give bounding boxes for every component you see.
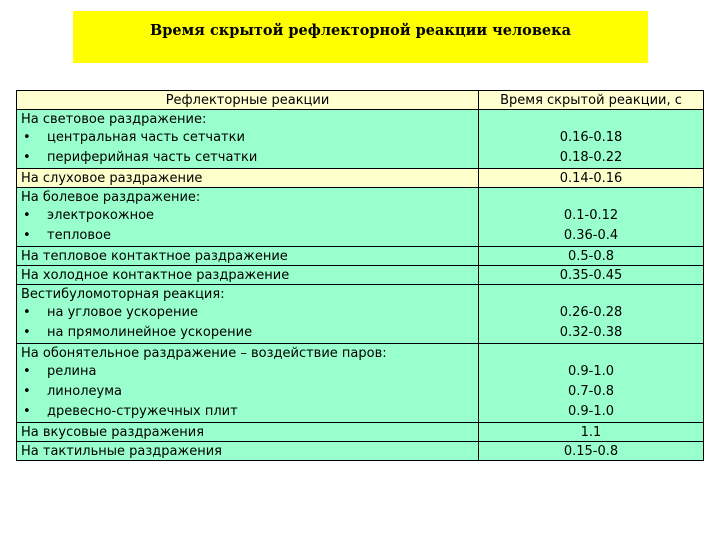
reaction-label: На болевое раздражение: xyxy=(21,190,201,205)
table-row xyxy=(17,110,704,169)
table-row xyxy=(17,188,704,247)
reaction-cell xyxy=(17,188,479,247)
bullet-item: • электрокожное xyxy=(21,206,474,226)
table-header-row xyxy=(17,91,704,110)
table-row xyxy=(17,169,704,188)
reaction-time-table xyxy=(16,90,704,461)
reaction-label: На обонятельное раздражение – воздействие паров: xyxy=(21,346,387,361)
bullet-item: • на угловое ускорение xyxy=(21,303,474,323)
bullet-item: • релина xyxy=(21,362,474,382)
latency-value: 0.18-0.22 xyxy=(559,150,623,165)
latency-value: 0.36-0.4 xyxy=(563,228,619,243)
latency-value: 0.26-0.28 xyxy=(559,305,623,320)
latency-value: 0.15-0.8 xyxy=(479,442,704,461)
reaction-cell: На тактильные раздражения xyxy=(17,442,479,461)
latency-value: 0.32-0.38 xyxy=(559,325,623,340)
reaction-cell: На слуховое раздражение xyxy=(17,169,479,188)
reaction-cell xyxy=(17,110,479,169)
bullet-item: • периферийная часть сетчатки xyxy=(21,148,474,168)
reaction-cell xyxy=(17,285,479,344)
table-row xyxy=(17,247,704,266)
latency-cell xyxy=(479,285,704,344)
title-banner xyxy=(73,11,648,63)
latency-value: 0.1-0.12 xyxy=(563,208,619,223)
table-row xyxy=(17,423,704,442)
reaction-cell xyxy=(17,344,479,423)
table-row xyxy=(17,442,704,461)
column-header-reactions: Рефлекторные реакции xyxy=(17,91,479,110)
latency-value: 0.7-0.8 xyxy=(567,384,615,399)
page-title: Время скрытой рефлекторной реакции человека xyxy=(149,21,572,39)
latency-value: 0.14-0.16 xyxy=(479,169,704,188)
bullet-item: • линолеума xyxy=(21,382,474,402)
table-row xyxy=(17,285,704,344)
latency-value: 0.9-1.0 xyxy=(567,404,615,419)
latency-value: 1.1 xyxy=(479,423,704,442)
latency-value: 0.16-0.18 xyxy=(559,130,623,145)
table-row xyxy=(17,266,704,285)
reaction-cell: На вкусовые раздражения xyxy=(17,423,479,442)
bullet-item: • древесно-стружечных плит xyxy=(21,402,474,422)
latency-value: 0.35-0.45 xyxy=(479,266,704,285)
table-row xyxy=(17,344,704,423)
reaction-label: Вестибуломоторная реакция: xyxy=(21,287,225,302)
reaction-cell: На тепловое контактное раздражение xyxy=(17,247,479,266)
latency-cell xyxy=(479,110,704,169)
latency-value: 0.9-1.0 xyxy=(567,364,615,379)
latency-cell xyxy=(479,188,704,247)
reaction-cell: На холодное контактное раздражение xyxy=(17,266,479,285)
reaction-label: На световое раздражение: xyxy=(21,112,207,127)
bullet-item: • центральная часть сетчатки xyxy=(21,128,474,148)
latency-value: 0.5-0.8 xyxy=(479,247,704,266)
bullet-item: • тепловое xyxy=(21,226,474,246)
bullet-item: • на прямолинейное ускорение xyxy=(21,323,474,343)
latency-cell xyxy=(479,344,704,423)
column-header-latency: Время скрытой реакции, с xyxy=(479,91,704,110)
